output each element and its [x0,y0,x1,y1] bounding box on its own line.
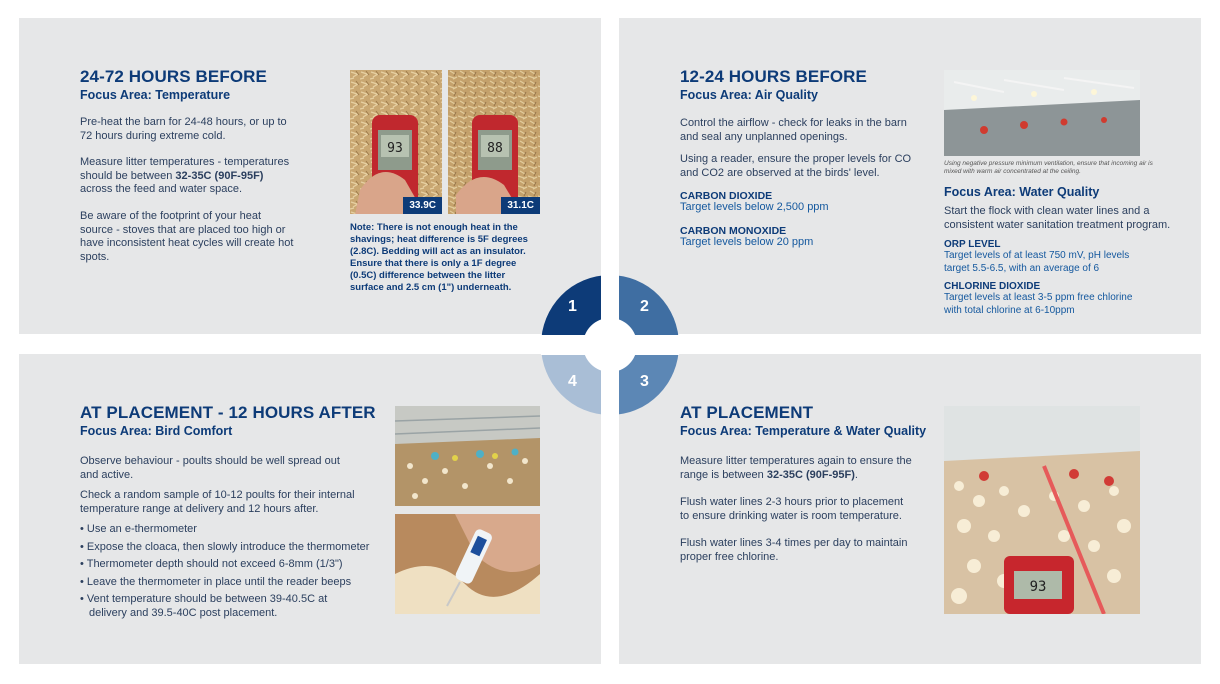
co-label: CARBON MONOXIDE [680,225,787,237]
step-number-3: 3 [640,373,649,390]
step-number-1: 1 [568,298,577,315]
p4-para2: Check a random sample of 10-12 poults for their internal temperature range at delivery and 12 hours after. [80,489,355,515]
p1-focus: Focus Area: Temperature [80,88,231,102]
p3-para2: Flush water lines 2-3 hours prior to placement to ensure drinking water is room temperature. [680,496,904,522]
poults-thermometer-photo [944,406,1140,614]
p4-bullet-4: • Leave the thermometer in place until the reader beeps [80,576,352,588]
p2-para1: Control the airflow - check for leaks in the barn and seal any unplanned openings. [680,117,907,143]
step-number-4: 4 [568,373,577,390]
p3-para1-start: Measure litter temperatures again to ensure the range is between [680,455,912,481]
p3-para1-end: . [854,468,858,481]
p1-para3: Be aware of the footprint of your heat source - stoves that are placed too high or have inconsistent heat cycles will create hot spots. [80,210,294,263]
thermometer-photo-1 [350,70,442,214]
p4-bullet-3-text: Thermometer depth should not exceed 6-8mm (1/3") [86,558,343,570]
p4-bullet-5: • Vent temperature should be between 39-40.5C at delivery and 39.5-40C post placement. [80,593,328,619]
p4-para1: Observe behaviour - poults should be well spread out and active. [80,455,340,481]
thermometer-photo-2 [448,70,540,214]
photo1-temp-tag: 33.9C [403,197,442,214]
ventilation-caption: Using negative pressure minimum ventilation, ensure that incoming air is mixed with warm air concentrated at the ceiling. [944,160,1153,175]
arrow-down-icon [856,354,888,370]
p4-bullet-3: • Thermometer depth should not exceed 6-8mm (1/3") [80,558,343,570]
p4-bullet-1-text: Use an e-thermometer [86,523,197,535]
p2-focus: Focus Area: Air Quality [680,88,818,102]
p3-para3: Flush water lines 3-4 times per day to maintain proper free chlorine. [680,537,908,563]
p3-focus: Focus Area: Temperature & Water Quality [680,424,927,438]
p2-title: 12-24 HOURS BEFORE [680,67,867,86]
e-thermometer-photo [395,514,540,614]
barn-ceiling-photo [944,70,1140,156]
p1-note: Note: There is not enough heat in the shavings; heat difference is 5F degrees (2.8C). Bedding will act as an insulator. Ensure that there is only a 1F degree (0.5C) difference between the litter surface and 2.5 cm (1") underneath. [350,222,528,293]
arrow-left-icon [585,524,601,556]
p3-para1 [680,455,915,482]
co-text: Target levels below 20 ppm [680,236,814,248]
p4-title: AT PLACEMENT - 12 HOURS AFTER [80,403,376,422]
p1-title: 24-72 HOURS BEFORE [80,67,267,86]
p4-bullet-1: • Use an e-thermometer [80,523,197,535]
p2-para3: Start the flock with clean water lines and a consistent water sanitation treatment program. [944,205,1171,231]
step-circle [541,275,679,415]
p3-reading: 93 [1029,579,1047,595]
reading-2: 88 [487,141,503,156]
step-number-2: 2 [640,298,649,315]
chlorine-label: CHLORINE DIOXIDE [944,281,1041,292]
p1-para2 [80,156,295,197]
p2-focus2: Focus Area: Water Quality [944,185,1100,199]
p3-para1-range: 32-35C (90F-95F) [766,468,855,481]
p4-focus: Focus Area: Bird Comfort [80,424,233,438]
p3-title: AT PLACEMENT [680,403,814,422]
barn-poults-photo [395,406,540,506]
p2-para2: Using a reader, ensure the proper levels for CO and CO2 are observed at the birds' level. [680,153,912,179]
arrow-right-icon [619,136,635,168]
co2-label: CARBON DIOXIDE [680,190,773,202]
p1-para2-range: 32-35C (90F-95F) [175,169,264,182]
p1-para2-start: Measure litter temperatures - temperatures should be between [80,156,290,182]
orp-text: Target levels of at least 750 mV, pH levels target 5.5-6.5, with an average of 6 [944,250,1130,274]
p1-para1: Pre-heat the barn for 24-48 hours, or up to 72 hours during extreme cold. [80,116,287,142]
p4-bullet-4-text: Leave the thermometer in place until the reader beeps [86,576,352,588]
orp-label: ORP LEVEL [944,239,1001,250]
co2-text: Target levels below 2,500 ppm [680,201,829,213]
photo2-temp-tag: 31.1C [501,197,540,214]
p4-bullet-2-text: Expose the cloaca, then slowly introduce the thermometer [86,541,370,553]
chlorine-text: Target levels at least 3-5 ppm free chlorine with total chlorine at 6-10ppm [944,292,1133,316]
p4-bullet-2: • Expose the cloaca, then slowly introduce the thermometer [80,541,370,553]
reading-1: 93 [387,141,403,156]
p4-bullet-5-text: Vent temperature should be between 39-40.5C at delivery and 39.5-40C post placement. [86,593,328,619]
p1-para2-end: across the feed and water space. [80,183,243,195]
